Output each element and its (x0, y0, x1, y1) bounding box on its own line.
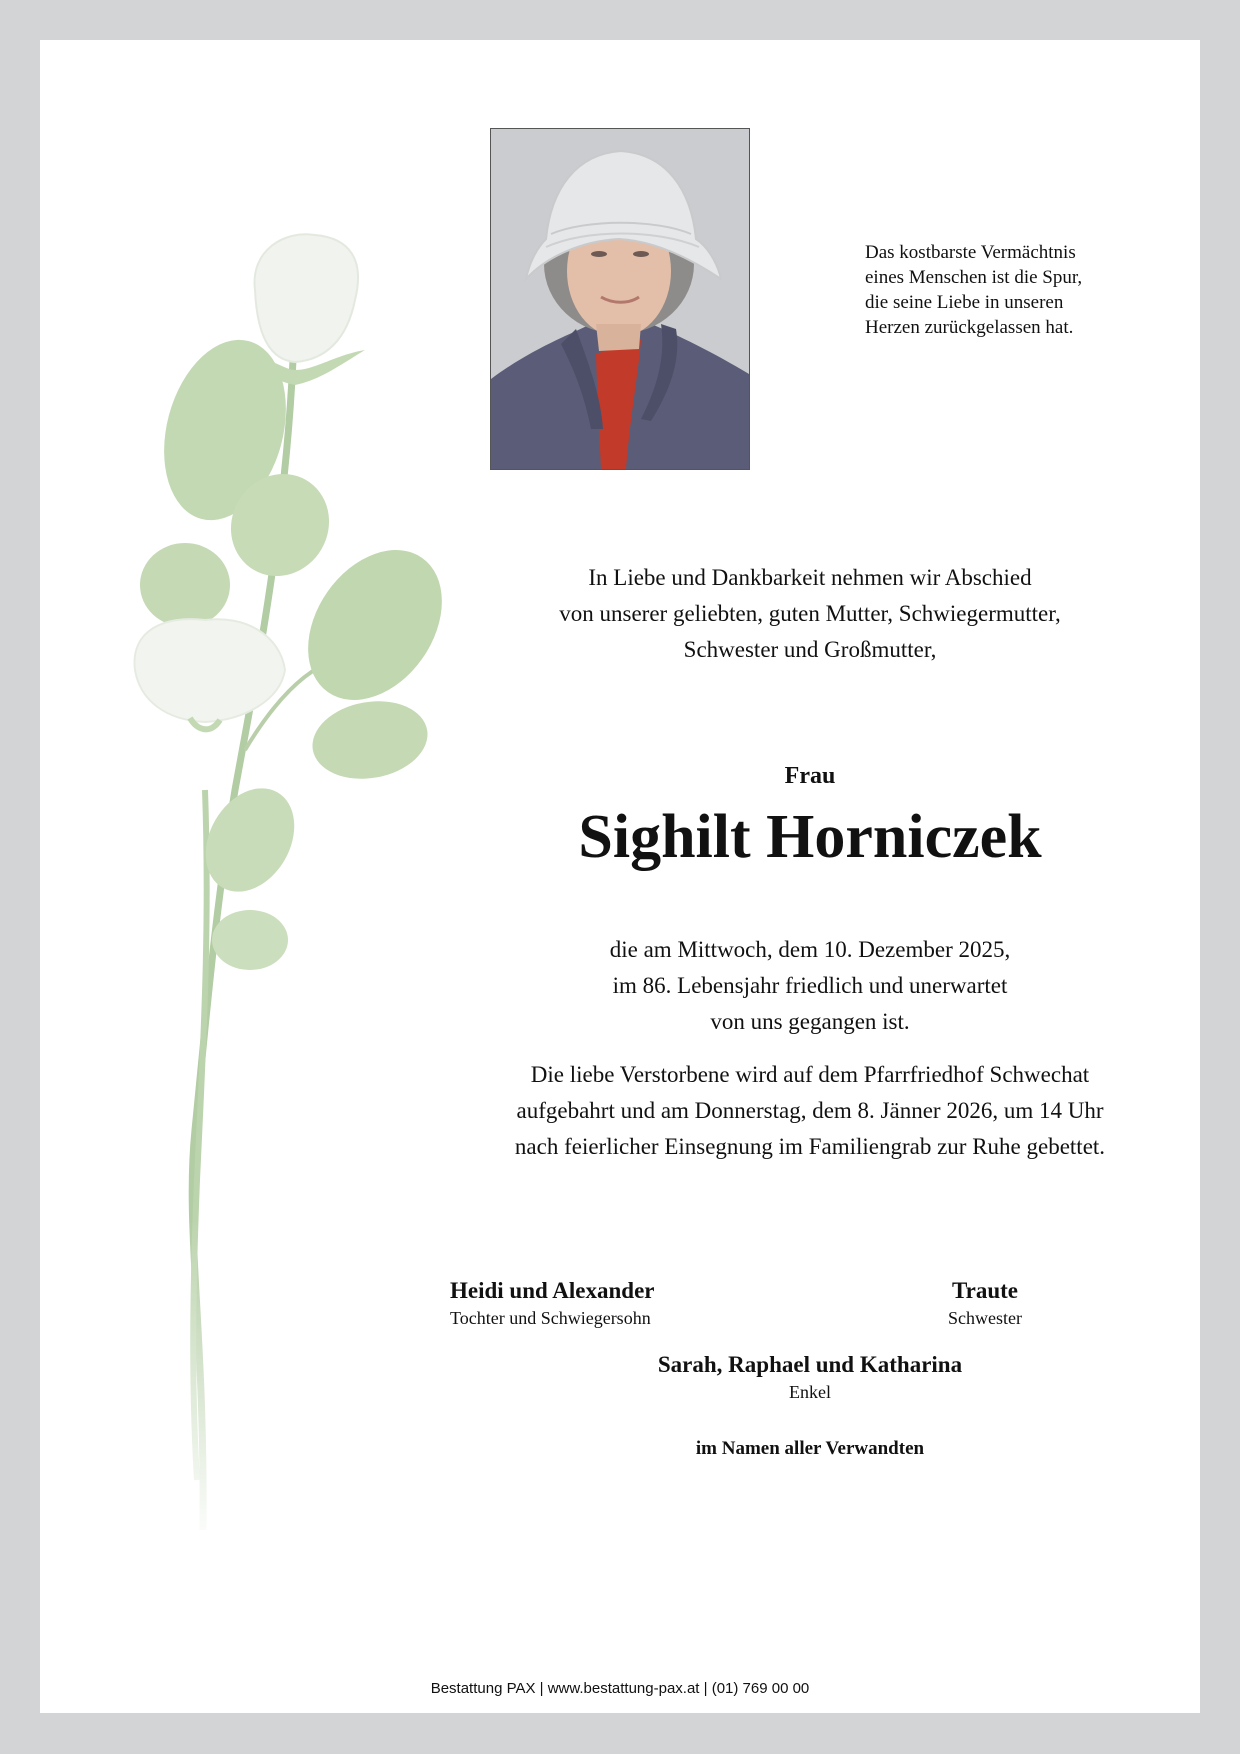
rose-group (135, 234, 465, 1530)
closing-line: im Namen aller Verwandten (695, 1438, 925, 1459)
mourner-entry (450, 1278, 654, 1329)
death-line: im 86. Lebensjahr friedlich und unerwartet (612, 973, 1008, 998)
quote-line: Herzen zurückgelassen hat. (865, 317, 1074, 338)
mourner-name: Sarah, Raphael und Katharina (657, 1352, 963, 1377)
mourner-name: Heidi und Alexander (450, 1278, 655, 1303)
funeral-line: nach feierlicher Einsegnung im Familiengrab zur Ruhe gebettet. (514, 1134, 1106, 1159)
quote-line: eines Menschen ist die Spur, (865, 267, 1083, 288)
intro-line: von unserer geliebten, guten Mutter, Schwiegermutter, (559, 601, 1061, 626)
deceased-name: Sighilt Horniczek (578, 803, 1042, 871)
death-notice (430, 932, 1190, 1040)
quote-line: Das kostbarste Vermächtnis (865, 242, 1076, 263)
neck (596, 324, 641, 351)
mourner-relation: Schwester (948, 1308, 1022, 1328)
rose-bloom (135, 619, 285, 722)
death-line: von uns gegangen ist. (710, 1009, 910, 1034)
deceased-salutation: Frau (784, 763, 836, 789)
intro-text (430, 560, 1190, 668)
memorial-quote (865, 240, 1082, 340)
mourner-entry (925, 1278, 1045, 1329)
mourner-relation: Tochter und Schwiegersohn (450, 1308, 651, 1328)
rose-bud (255, 234, 359, 362)
funeral-line: Die liebe Verstorbene wird auf dem Pfarrfriedhof Schwechat (530, 1062, 1090, 1087)
white-rose-icon (85, 230, 465, 1550)
leaf (140, 543, 230, 627)
mourner-relation: Enkel (789, 1382, 831, 1402)
intro-line: Schwester und Großmutter, (683, 637, 937, 662)
funeral-info (430, 1057, 1190, 1165)
mourner-entry (430, 1352, 1190, 1403)
leaf (212, 910, 288, 970)
quote-line: die seine Liebe in unseren (865, 292, 1064, 313)
footer-contact: Bestattung PAX | www.bestattung-pax.at | (01) 769 00 00 (430, 1680, 810, 1697)
death-line: die am Mittwoch, dem 10. Dezember 2025, (609, 937, 1011, 962)
funeral-line: aufgebahrt und am Donnerstag, dem 8. Jänner 2026, um 14 Uhr (516, 1098, 1104, 1123)
obituary-sheet (40, 40, 1200, 1713)
portrait-icon (491, 129, 749, 469)
mourner-name: Traute (951, 1278, 1018, 1303)
leaf (306, 693, 433, 788)
portrait-photo (490, 128, 750, 470)
intro-line: In Liebe und Dankbarkeit nehmen wir Abschied (588, 565, 1032, 590)
